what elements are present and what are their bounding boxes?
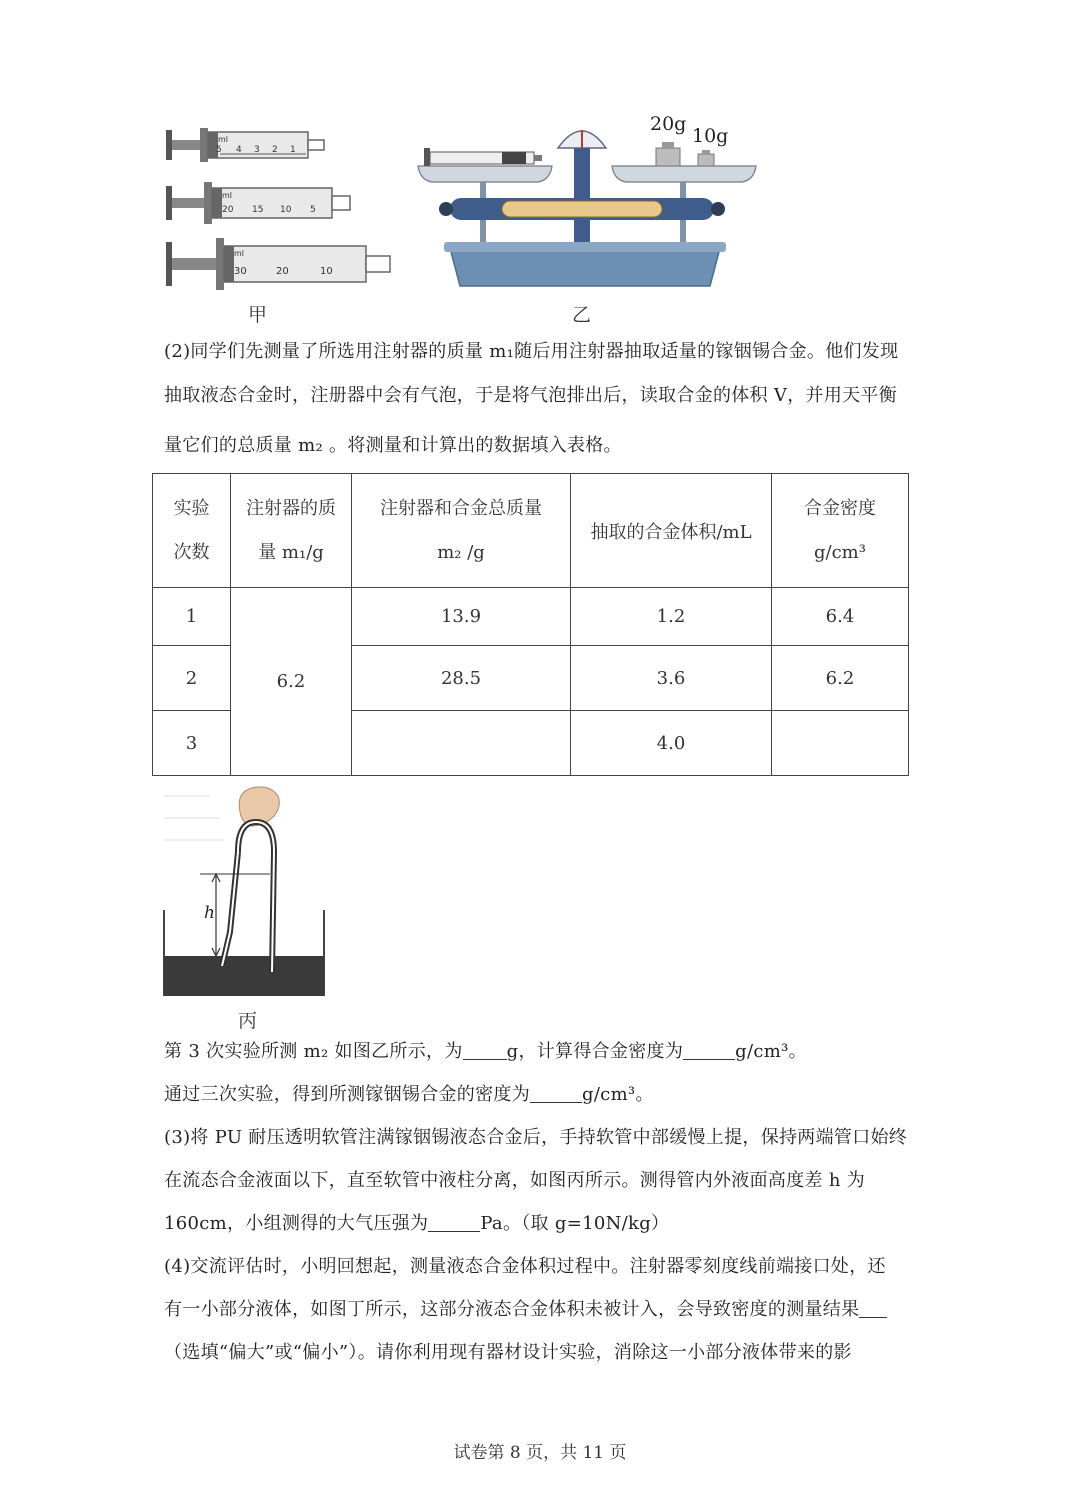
header-text: 实验 <box>173 497 210 519</box>
cell-trial: 1 <box>153 588 231 646</box>
weight-20g <box>656 148 680 166</box>
q-line-3: (3)将 PU 耐压透明软管注满镓铟锡液态合金后，手持软管中部缓慢上提，保持两端管口始终 <box>164 1127 908 1148</box>
answer-blank-result[interactable] <box>859 1299 887 1318</box>
tick: 10 <box>320 266 333 277</box>
syringe-5ml <box>166 128 324 162</box>
header-text: 合金密度 <box>804 497 876 519</box>
cell-total-mass <box>352 711 571 776</box>
question-text-after <box>164 1030 924 1374</box>
text: Pa。（取 g=10N/kg） <box>480 1213 670 1234</box>
page-footer: 试卷第 8 页，共 11 页 <box>453 1443 627 1463</box>
tick: 5 <box>310 205 316 215</box>
figure-bing-tube <box>160 782 330 1002</box>
header-text: 注射器和合金总质量 <box>380 497 542 519</box>
q2-line3: 量它们的总质量 m₂ 。将测量和计算出的数据填入表格。 <box>164 435 622 456</box>
header-text: m₂ /g <box>437 541 485 563</box>
figure-yi-label: 乙 <box>572 304 592 326</box>
q-line-1 <box>164 1030 924 1073</box>
cell-total-mass: 28.5 <box>352 646 571 711</box>
data-table <box>152 473 909 776</box>
figure-yi-balance <box>410 108 760 298</box>
question-2 <box>164 330 924 468</box>
syringe-30ml <box>166 238 390 290</box>
liquid-alloy <box>164 956 324 996</box>
header-density <box>772 474 909 588</box>
syringe3-unit: ml <box>234 249 245 258</box>
header-volume: 抽取的合金体积/mL <box>571 474 772 588</box>
header-text: 量 m₁/g <box>258 541 324 563</box>
tick: 2 <box>272 145 278 155</box>
tick: 5 <box>216 145 222 155</box>
header-text: g/cm³ <box>814 541 866 563</box>
cell-volume: 4.0 <box>571 711 772 776</box>
text: g/cm³。 <box>735 1041 807 1062</box>
text: g，计算得合金密度为 <box>506 1041 684 1062</box>
h-label: h <box>204 903 215 923</box>
header-total-mass <box>352 474 571 588</box>
syringe-20ml <box>166 182 350 224</box>
text: 160cm，小组测得的大气压强为 <box>164 1213 429 1234</box>
cell-density: 6.4 <box>772 588 909 646</box>
figure-bing-label: 丙 <box>238 1010 258 1032</box>
q-line-8: （选填“偏大”或“偏小”）。请你利用现有器材设计实验，消除这一小部分液体带来的影 <box>164 1342 852 1363</box>
cell-volume: 3.6 <box>571 646 772 711</box>
right-pan <box>612 166 756 182</box>
q2-line2: 抽取液态合金时，注册器中会有气泡，于是将气泡排出后，读取合金的体积 V，并用天平衡 <box>164 385 898 406</box>
syringe2-unit: ml <box>222 191 233 200</box>
answer-blank-density[interactable] <box>683 1041 735 1060</box>
answer-blank-mass[interactable] <box>463 1041 507 1060</box>
table-row <box>153 588 909 646</box>
q2-line1: (2)同学们先测量了所选用注射器的质量 m₁随后用注射器抽取适量的镓铟锡合金。他们发现 <box>164 341 899 362</box>
figure-jia-syringes <box>160 118 400 298</box>
text: g/cm³。 <box>582 1084 654 1105</box>
q-line-2 <box>164 1073 924 1116</box>
answer-blank-avg-density[interactable] <box>530 1084 582 1103</box>
text: 通过三次实验，得到所测镓铟锡合金的密度为 <box>164 1084 530 1105</box>
cell-syringe-mass: 6.2 <box>231 588 352 776</box>
cell-trial: 2 <box>153 646 231 711</box>
text: 第 3 次实验所测 m₂ 如图乙所示，为 <box>164 1041 463 1062</box>
tick: 4 <box>236 145 242 155</box>
header-syringe-mass <box>231 474 352 588</box>
cell-density: 6.2 <box>772 646 909 711</box>
weight-20g-label: 20g <box>650 113 687 135</box>
tick: 20 <box>222 205 234 215</box>
answer-blank-pressure[interactable] <box>428 1213 480 1232</box>
cell-volume: 1.2 <box>571 588 772 646</box>
q-line-7 <box>164 1288 924 1331</box>
tick: 10 <box>280 205 292 215</box>
balance-ruler <box>502 201 662 217</box>
q-line-4: 在流态合金液面以下，直至软管中液柱分离，如图丙所示。测得管内外液面高度差 h 为 <box>164 1170 866 1191</box>
tick: 20 <box>276 266 289 277</box>
tick: 15 <box>252 205 264 215</box>
q-line-5 <box>164 1202 924 1245</box>
cell-total-mass: 13.9 <box>352 588 571 646</box>
q-line-6: (4)交流评估时，小明回想起，测量液态合金体积过程中。注射器零刻度线前端接口处，还 <box>164 1256 886 1277</box>
text: 有一小部分液体，如图丁所示，这部分液态合金体积未被计入，会导致密度的测量结果 <box>164 1299 860 1320</box>
header-trial <box>153 474 231 588</box>
tube-right <box>238 822 274 972</box>
figure-jia-label: 甲 <box>248 304 268 326</box>
tick: 30 <box>234 266 247 277</box>
cell-trial: 3 <box>153 711 231 776</box>
left-pan <box>418 166 552 182</box>
tick: 1 <box>290 145 296 155</box>
syringe1-unit: ml <box>218 135 229 144</box>
tick: 3 <box>254 145 260 155</box>
cell-density <box>772 711 909 776</box>
weight-10g-label: 10g <box>692 125 729 147</box>
weight-10g <box>698 154 714 166</box>
balance-base <box>450 248 720 286</box>
header-text: 注射器的质 <box>246 497 336 519</box>
header-text: 次数 <box>173 541 210 563</box>
table-header-row <box>153 474 909 588</box>
